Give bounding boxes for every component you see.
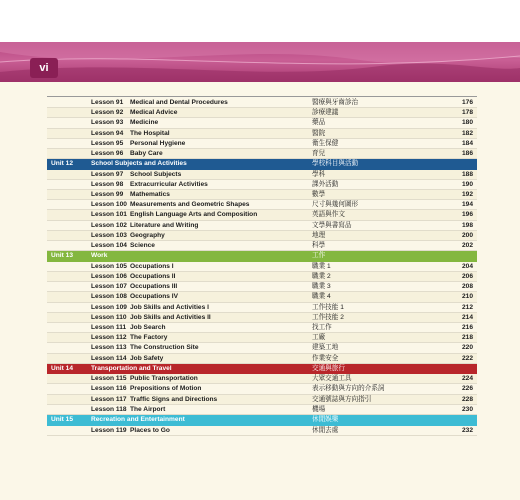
lesson-row — [47, 180, 477, 190]
lesson-title: Literature and Writing — [130, 221, 199, 229]
lesson-row — [47, 170, 477, 180]
lesson-row — [47, 303, 477, 313]
header-band — [0, 42, 520, 82]
lesson-title: Baby Care — [130, 149, 163, 157]
lesson-page-number: 196 — [461, 211, 473, 219]
lesson-title: Geography — [130, 231, 165, 239]
lesson-title-chinese: 英語與作文 — [312, 211, 345, 219]
unit-title: Work — [91, 252, 108, 260]
lesson-number: Lesson 113 — [91, 344, 127, 352]
lesson-title: Places to Go — [130, 426, 170, 434]
lesson-page-number: 208 — [461, 283, 473, 291]
lesson-row — [47, 210, 477, 220]
lesson-number: Lesson 100 — [91, 201, 127, 209]
lesson-row — [47, 354, 477, 364]
lesson-page-number: 206 — [461, 273, 473, 280]
lesson-row — [47, 323, 477, 333]
lesson-number: Lesson 117 — [91, 395, 127, 403]
lesson-number: Lesson 108 — [91, 293, 127, 301]
unit-title: School Subjects and Activities — [91, 160, 187, 168]
lesson-title: Personal Hygiene — [130, 139, 186, 147]
lesson-title-chinese: 交通號誌與方向指引 — [312, 395, 372, 403]
lesson-title: Prepositions of Motion — [130, 385, 202, 393]
lesson-number: Lesson 118 — [91, 405, 127, 413]
lesson-row — [47, 231, 477, 241]
lesson-row — [47, 395, 477, 405]
lesson-title-chinese: 找工作 — [312, 323, 332, 331]
lesson-title-chinese: 職業 4 — [312, 293, 331, 301]
lesson-number: Lesson 103 — [91, 231, 127, 239]
lesson-title-chinese: 尺寸與幾何圖形 — [312, 201, 359, 209]
lesson-title-chinese: 工作技能 1 — [312, 303, 344, 311]
lesson-row — [47, 384, 477, 394]
lesson-number: Lesson 112 — [91, 334, 127, 342]
lesson-row — [47, 313, 477, 323]
lesson-number: Lesson 91 — [91, 99, 124, 106]
lesson-title: Extracurricular Activities — [130, 180, 208, 188]
lesson-title-chinese: 機場 — [312, 405, 326, 413]
lesson-title: The Construction Site — [130, 344, 199, 352]
lesson-title: Job Skills and Activities II — [130, 313, 211, 321]
lesson-title-chinese: 職業 1 — [312, 262, 331, 270]
lesson-row — [47, 292, 477, 302]
lesson-number: Lesson 107 — [91, 283, 127, 291]
lesson-title-chinese: 學科 — [312, 170, 326, 178]
lesson-title-chinese: 建築工地 — [312, 344, 339, 352]
lesson-page-number: 232 — [461, 426, 473, 434]
lesson-title-chinese: 文學與書寫品 — [312, 221, 352, 229]
lesson-page-number: 202 — [461, 242, 473, 250]
unit-header-row — [47, 251, 477, 262]
lesson-row — [47, 129, 477, 139]
lesson-title: Occupations III — [130, 283, 178, 291]
lesson-title: Public Transportation — [130, 375, 198, 383]
lesson-title: Medical and Dental Procedures — [130, 99, 228, 106]
lesson-row — [47, 262, 477, 272]
lesson-row — [47, 221, 477, 231]
lesson-number: Lesson 104 — [91, 242, 127, 250]
lesson-number: Lesson 115 — [91, 375, 127, 383]
unit-title: Recreation and Entertainment — [91, 416, 185, 424]
lesson-title: Occupations IV — [130, 293, 178, 301]
lesson-page-number: 214 — [461, 313, 473, 321]
lesson-title-chinese: 職業 2 — [312, 273, 331, 280]
lesson-title-chinese: 休閒去處 — [312, 426, 339, 434]
divider — [47, 96, 477, 97]
lesson-page-number: 200 — [461, 231, 473, 239]
lesson-page-number: 186 — [461, 149, 473, 157]
lesson-title: Measurements and Geometric Shapes — [130, 201, 250, 209]
lesson-page-number: 178 — [461, 109, 473, 117]
lesson-page-number: 192 — [461, 191, 473, 199]
lesson-number: Lesson 92 — [91, 109, 124, 117]
lesson-title: Job Safety — [130, 354, 164, 362]
lesson-title-chinese: 大眾交通工具 — [312, 375, 352, 383]
lesson-title-chinese: 課外活動 — [312, 180, 339, 188]
lesson-title-chinese: 科學 — [312, 242, 326, 250]
lesson-number: Lesson 96 — [91, 149, 124, 157]
lesson-page-number: 182 — [461, 129, 473, 137]
lesson-page-number: 226 — [461, 385, 473, 393]
lesson-row — [47, 149, 477, 159]
lesson-page-number: 222 — [461, 354, 473, 362]
lesson-row — [47, 374, 477, 384]
lesson-page-number: 180 — [461, 119, 473, 127]
unit-number: Unit 14 — [51, 364, 73, 372]
unit-number: Unit 12 — [51, 160, 73, 168]
lesson-row — [47, 139, 477, 149]
lesson-row — [47, 426, 477, 436]
lesson-number: Lesson 95 — [91, 139, 124, 147]
lesson-page-number: 188 — [461, 170, 473, 178]
unit-title-chinese: 交通與旅行 — [312, 364, 345, 372]
lesson-title: Traffic Signs and Directions — [130, 395, 218, 403]
lesson-number: Lesson 109 — [91, 303, 127, 311]
lesson-title: Medical Advice — [130, 109, 178, 117]
lesson-row — [47, 282, 477, 292]
lesson-row — [47, 343, 477, 353]
lesson-number: Lesson 114 — [91, 354, 127, 362]
lesson-number: Lesson 102 — [91, 221, 127, 229]
lesson-title-chinese: 作業安全 — [312, 354, 339, 362]
lesson-title-chinese: 醫院 — [312, 129, 326, 137]
lesson-title-chinese: 工作技能 2 — [312, 313, 344, 321]
lesson-page-number: 230 — [461, 405, 473, 413]
lesson-title-chinese: 表示移動與方向的介系詞 — [312, 385, 385, 393]
lesson-page-number: 228 — [461, 395, 473, 403]
lesson-page-number: 218 — [461, 334, 473, 342]
page-number: vi — [30, 58, 58, 78]
lesson-title: Medicine — [130, 119, 159, 127]
lesson-title-chinese: 職業 3 — [312, 283, 331, 291]
lesson-title: Occupations I — [130, 262, 174, 270]
lesson-title: English Language Arts and Composition — [130, 211, 258, 219]
lesson-title-chinese: 診療建議 — [312, 109, 339, 117]
lesson-row — [47, 333, 477, 343]
unit-title: Transportation and Travel — [91, 364, 172, 372]
lesson-title: The Factory — [130, 334, 168, 342]
lesson-row — [47, 272, 477, 282]
lesson-title: Mathematics — [130, 191, 170, 199]
lesson-page-number: 220 — [461, 344, 473, 352]
lesson-title-chinese: 衛生保健 — [312, 139, 339, 147]
table-of-contents — [47, 96, 477, 436]
lesson-number: Lesson 106 — [91, 273, 127, 280]
lesson-page-number: 198 — [461, 221, 473, 229]
lesson-row — [47, 118, 477, 128]
lesson-title-chinese: 育兒 — [312, 149, 326, 157]
lesson-title: The Airport — [130, 405, 166, 413]
lesson-page-number: 190 — [461, 180, 473, 188]
lesson-title: Occupations II — [130, 273, 176, 280]
lesson-number: Lesson 105 — [91, 262, 127, 270]
unit-title-chinese: 學校科目與活動 — [312, 160, 359, 168]
unit-header-row — [47, 415, 477, 426]
lesson-title: Job Skills and Activities I — [130, 303, 209, 311]
lesson-row — [47, 108, 477, 118]
decorative-wave — [0, 42, 520, 82]
unit-header-row — [47, 159, 477, 170]
lesson-number: Lesson 111 — [91, 323, 127, 331]
unit-number: Unit 13 — [51, 252, 73, 260]
lesson-title-chinese: 藥品 — [312, 119, 326, 127]
lesson-title-chinese: 數學 — [312, 191, 326, 199]
lesson-number: Lesson 98 — [91, 180, 124, 188]
lesson-page-number: 224 — [461, 375, 473, 383]
lesson-number: Lesson 94 — [91, 129, 124, 137]
unit-header-row — [47, 364, 477, 375]
lesson-page-number: 176 — [461, 99, 473, 106]
lesson-page-number: 210 — [461, 293, 473, 301]
lesson-number: Lesson 99 — [91, 191, 124, 199]
lesson-title: Job Search — [130, 323, 166, 331]
lesson-row — [47, 405, 477, 415]
lesson-title: The Hospital — [130, 129, 170, 137]
lesson-number: Lesson 101 — [91, 211, 127, 219]
lesson-title-chinese: 工廠 — [312, 334, 326, 342]
lesson-title-chinese: 醫療與牙齒診治 — [312, 99, 359, 106]
lesson-row — [47, 241, 477, 251]
unit-title-chinese: 工作 — [312, 252, 326, 260]
lesson-page-number: 212 — [461, 303, 473, 311]
lesson-page-number: 204 — [461, 262, 473, 270]
lesson-title-chinese: 地理 — [312, 231, 326, 239]
lesson-page-number: 184 — [461, 139, 473, 147]
lesson-number: Lesson 110 — [91, 313, 127, 321]
lesson-number: Lesson 93 — [91, 119, 124, 127]
lesson-title: Science — [130, 242, 155, 250]
unit-title-chinese: 休閒娛樂 — [312, 416, 339, 424]
lesson-number: Lesson 97 — [91, 170, 124, 178]
lesson-row — [47, 190, 477, 200]
lesson-row — [47, 200, 477, 210]
unit-number: Unit 15 — [51, 416, 73, 424]
lesson-page-number: 194 — [461, 201, 473, 209]
lesson-title: School Subjects — [130, 170, 182, 178]
lesson-page-number: 216 — [461, 323, 473, 331]
lesson-row — [47, 98, 477, 108]
lesson-number: Lesson 119 — [91, 426, 127, 434]
lesson-number: Lesson 116 — [91, 385, 127, 393]
